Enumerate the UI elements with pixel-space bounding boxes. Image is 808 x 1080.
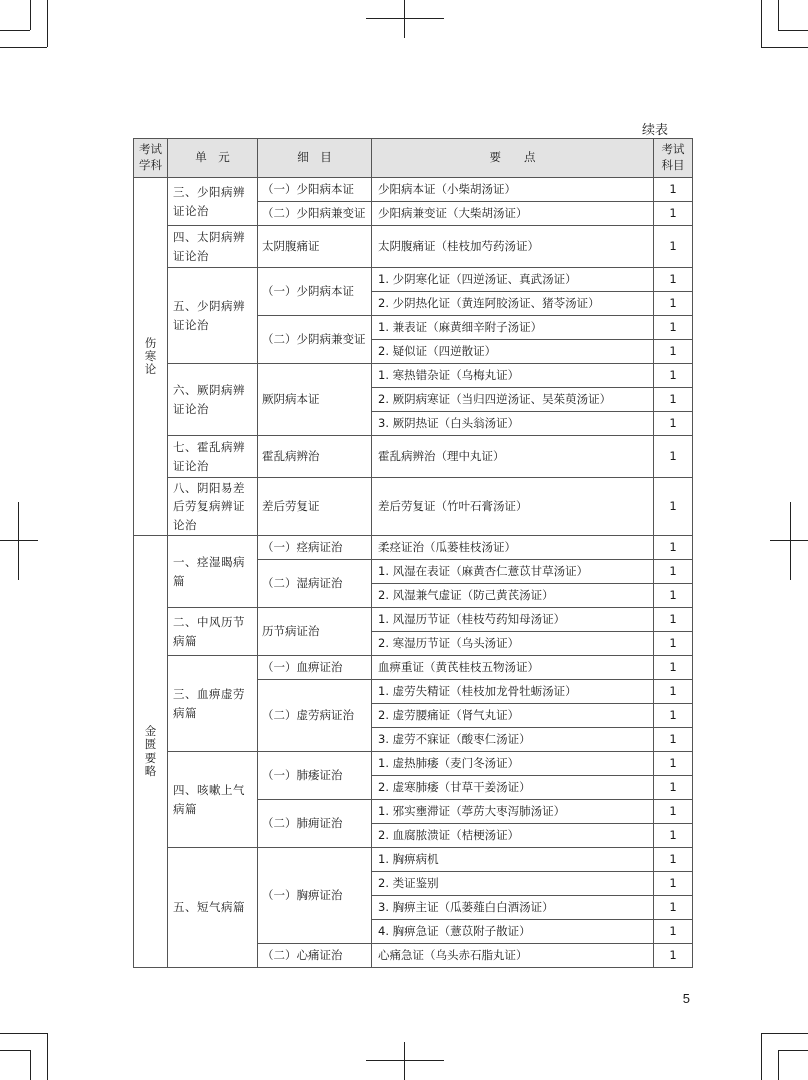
table-row	[134, 178, 693, 202]
crop-mark	[0, 540, 38, 541]
crop-mark	[0, 1033, 47, 1034]
score-cell: 1	[654, 680, 693, 704]
score-cell: 1	[654, 632, 693, 656]
point-cell: 1. 少阴寒化证（四逆汤证、真武汤证）	[372, 268, 654, 292]
detail-cell: 霍乱病辨治	[258, 436, 372, 478]
score-cell: 1	[654, 656, 693, 680]
table-row	[134, 608, 693, 632]
table-body	[134, 178, 693, 968]
table-row	[134, 536, 693, 560]
detail-cell: （二）心痛证治	[258, 944, 372, 968]
crop-mark	[404, 1042, 405, 1080]
detail-cell: （一）肺痿证治	[258, 752, 372, 800]
unit-cell: 五、短气病篇	[168, 848, 258, 968]
score-cell: 1	[654, 436, 693, 478]
detail-cell: 太阴腹痛证	[258, 226, 372, 268]
point-cell: 2. 厥阴病寒证（当归四逆汤证、吴茱萸汤证）	[372, 388, 654, 412]
point-cell: 1. 虚热肺痿（麦门冬汤证）	[372, 752, 654, 776]
unit-cell: 六、厥阴病辨证论治	[168, 364, 258, 436]
crop-mark	[30, 1050, 31, 1080]
subject-cell	[134, 536, 168, 968]
score-cell: 1	[654, 226, 693, 268]
point-cell: 3. 胸痹主证（瓜蒌薤白白酒汤证）	[372, 896, 654, 920]
point-cell: 2. 寒湿历节证（乌头汤证）	[372, 632, 654, 656]
score-cell: 1	[654, 728, 693, 752]
crop-mark	[761, 47, 808, 48]
unit-cell: 八、阴阳易差后劳复病辨证论治	[168, 478, 258, 536]
score-cell: 1	[654, 560, 693, 584]
detail-cell: 厥阴病本证	[258, 364, 372, 436]
crop-mark	[778, 30, 808, 31]
point-cell: 2. 虚劳腰痛证（肾气丸证）	[372, 704, 654, 728]
point-cell: 柔痉证治（瓜蒌桂枝汤证）	[372, 536, 654, 560]
score-cell: 1	[654, 316, 693, 340]
score-cell: 1	[654, 824, 693, 848]
crop-mark	[778, 1050, 779, 1080]
crop-mark	[761, 1033, 808, 1034]
score-cell: 1	[654, 848, 693, 872]
header-point: 要 点	[372, 139, 654, 178]
crop-mark	[18, 502, 19, 580]
point-cell: 霍乱病辨治（理中丸证）	[372, 436, 654, 478]
detail-cell: （二）少阳病兼变证	[258, 202, 372, 226]
crop-mark	[47, 0, 48, 47]
point-cell: 1. 虚劳失精证（桂枝加龙骨牡蛎汤证）	[372, 680, 654, 704]
score-cell: 1	[654, 478, 693, 536]
unit-cell: 七、霍乱病辨证论治	[168, 436, 258, 478]
score-cell: 1	[654, 292, 693, 316]
crop-mark	[0, 47, 47, 48]
crop-mark	[761, 0, 762, 47]
score-cell: 1	[654, 536, 693, 560]
score-cell: 1	[654, 412, 693, 436]
score-cell: 1	[654, 704, 693, 728]
header-detail: 细 目	[258, 139, 372, 178]
detail-cell: （二）湿病证治	[258, 560, 372, 608]
crop-mark	[778, 1050, 808, 1051]
point-cell: 心痛急证（乌头赤石脂丸证）	[372, 944, 654, 968]
score-cell: 1	[654, 364, 693, 388]
crop-mark	[366, 18, 444, 19]
detail-cell: 差后劳复证	[258, 478, 372, 536]
point-cell: 2. 血腐脓溃证（桔梗汤证）	[372, 824, 654, 848]
detail-cell: （一）胸痹证治	[258, 848, 372, 944]
subject-cell	[134, 178, 168, 536]
crop-mark	[0, 1050, 30, 1051]
score-cell: 1	[654, 776, 693, 800]
point-cell: 1. 邪实壅滞证（葶苈大枣泻肺汤证）	[372, 800, 654, 824]
point-cell: 3. 虚劳不寐证（酸枣仁汤证）	[372, 728, 654, 752]
point-cell: 1. 风湿在表证（麻黄杏仁薏苡甘草汤证）	[372, 560, 654, 584]
unit-cell: 三、少阳病辨证论治	[168, 178, 258, 226]
point-cell: 血痹重证（黄芪桂枝五物汤证）	[372, 656, 654, 680]
detail-cell: （二）虚劳病证治	[258, 680, 372, 752]
point-cell: 1. 兼表证（麻黄细辛附子汤证）	[372, 316, 654, 340]
point-cell: 2. 风湿兼气虚证（防己黄芪汤证）	[372, 584, 654, 608]
point-cell: 2. 少阴热化证（黄连阿胶汤证、猪苓汤证）	[372, 292, 654, 316]
score-cell: 1	[654, 584, 693, 608]
detail-cell: （二）肺痈证治	[258, 800, 372, 848]
crop-mark	[770, 540, 808, 541]
point-cell: 3. 厥阴热证（白头翁汤证）	[372, 412, 654, 436]
table-header-row	[134, 139, 693, 178]
header-unit: 单 元	[168, 139, 258, 178]
unit-cell: 四、咳嗽上气病篇	[168, 752, 258, 848]
score-cell: 1	[654, 872, 693, 896]
point-cell: 少阳病兼变证（大柴胡汤证）	[372, 202, 654, 226]
score-cell: 1	[654, 944, 693, 968]
subject-name: 金匮要略	[144, 724, 157, 778]
unit-cell: 一、痉湿暍病篇	[168, 536, 258, 608]
score-cell: 1	[654, 920, 693, 944]
score-cell: 1	[654, 388, 693, 412]
point-cell: 少阳病本证（小柴胡汤证）	[372, 178, 654, 202]
unit-cell: 三、血痹虚劳病篇	[168, 656, 258, 752]
point-cell: 1. 风湿历节证（桂枝芍药知母汤证）	[372, 608, 654, 632]
detail-cell: （二）少阴病兼变证	[258, 316, 372, 364]
subject-name: 伤寒论	[144, 335, 157, 377]
header-subject: 考试学科	[134, 139, 168, 178]
score-cell: 1	[654, 800, 693, 824]
crop-mark	[761, 1033, 762, 1080]
point-cell: 2. 类证鉴别	[372, 872, 654, 896]
crop-mark	[47, 1033, 48, 1080]
score-cell: 1	[654, 752, 693, 776]
detail-cell: （一）血痹证治	[258, 656, 372, 680]
table-row	[134, 752, 693, 776]
point-cell: 4. 胸痹急证（薏苡附子散证）	[372, 920, 654, 944]
detail-cell: （一）少阴病本证	[258, 268, 372, 316]
point-cell: 差后劳复证（竹叶石膏汤证）	[372, 478, 654, 536]
score-cell: 1	[654, 896, 693, 920]
unit-cell: 二、中风历节病篇	[168, 608, 258, 656]
detail-cell: （一）痉病证治	[258, 536, 372, 560]
table-row	[134, 364, 693, 388]
table-row	[134, 268, 693, 292]
score-cell: 1	[654, 608, 693, 632]
header-exam-subject: 考试科目	[654, 139, 693, 178]
score-cell: 1	[654, 202, 693, 226]
unit-cell: 五、少阴病辨证论治	[168, 268, 258, 364]
crop-mark	[366, 1060, 444, 1061]
table-row	[134, 436, 693, 478]
crop-mark	[30, 0, 31, 30]
table-row	[134, 656, 693, 680]
point-cell: 2. 虚寒肺痿（甘草干姜汤证）	[372, 776, 654, 800]
crop-mark	[790, 502, 791, 580]
detail-cell: （一）少阳病本证	[258, 178, 372, 202]
point-cell: 1. 胸痹病机	[372, 848, 654, 872]
crop-mark	[404, 0, 405, 38]
table-row	[134, 848, 693, 872]
score-cell: 1	[654, 178, 693, 202]
crop-mark	[778, 0, 779, 30]
table-row	[134, 226, 693, 268]
table-row	[134, 478, 693, 536]
score-cell: 1	[654, 268, 693, 292]
syllabus-table	[133, 138, 693, 968]
point-cell: 2. 疑似证（四逆散证）	[372, 340, 654, 364]
crop-mark	[0, 30, 30, 31]
page-number: 5	[682, 991, 690, 1006]
point-cell: 1. 寒热错杂证（乌梅丸证）	[372, 364, 654, 388]
point-cell: 太阴腹痛证（桂枝加芍药汤证）	[372, 226, 654, 268]
continued-label: 续表	[641, 123, 668, 138]
score-cell: 1	[654, 340, 693, 364]
detail-cell: 历节病证治	[258, 608, 372, 656]
unit-cell: 四、太阴病辨证论治	[168, 226, 258, 268]
